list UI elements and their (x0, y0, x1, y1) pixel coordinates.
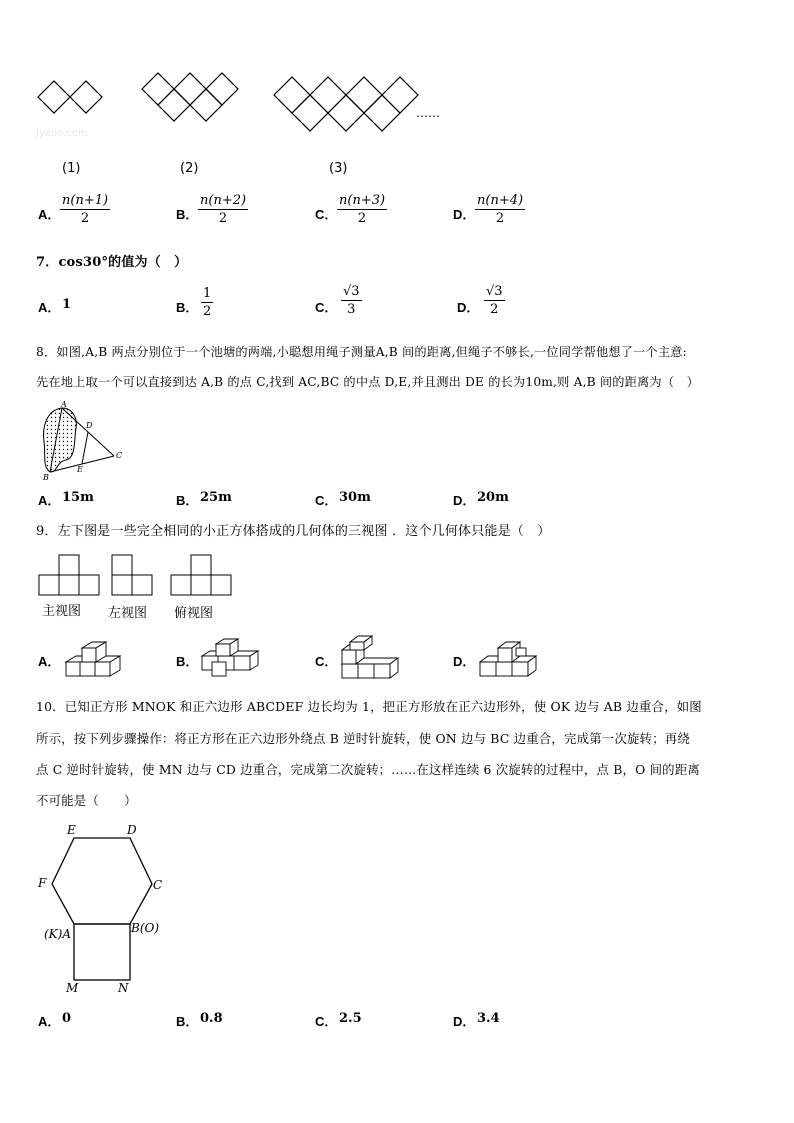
q9-option-c-solid[interactable] (338, 634, 402, 680)
q10-option-b-letter[interactable]: B． (176, 1014, 199, 1029)
figure-label-3: (3) (329, 161, 348, 176)
q7-option-a-letter[interactable]: A． (38, 300, 61, 315)
numerator: √3 (486, 284, 503, 299)
numerator: 1 (203, 286, 212, 301)
q8-option-c-value[interactable]: 30m (339, 490, 371, 505)
point-label-a: A (61, 400, 67, 409)
q7-stem: 7．cos30°的值为（ ） (36, 255, 188, 270)
q8-option-b-letter[interactable]: B． (176, 493, 199, 508)
q9-option-c-letter[interactable]: C． (315, 654, 338, 669)
diamond (70, 81, 102, 113)
q7-option-d-letter[interactable]: D． (457, 300, 480, 315)
diamond (142, 73, 174, 105)
q10-option-a-letter[interactable]: A． (38, 1014, 61, 1029)
diamond (364, 95, 400, 131)
numerator: n(n+2) (200, 193, 247, 208)
point-label-d: D (86, 421, 93, 430)
diamond (206, 73, 238, 105)
q10-option-c-value[interactable]: 2.5 (339, 1011, 362, 1026)
q9-option-a-letter[interactable]: A． (38, 654, 61, 669)
q8-option-d-value[interactable]: 20m (477, 490, 509, 505)
point-label-d: D (127, 823, 137, 837)
q9-left-view (111, 554, 153, 596)
denominator: 2 (490, 302, 499, 317)
q8-option-d-letter[interactable]: D． (453, 493, 476, 508)
q6-option-b-letter[interactable]: B． (176, 207, 199, 222)
q10-stem-line2: 所示，按下列步骤操作：将正方形在正六边形外绕点 B 逆时针旋转，使 ON 边与 BC 边重合，完成第一次旋转；再绕 (36, 731, 690, 746)
diamond (346, 77, 382, 113)
q6-option-d-letter[interactable]: D． (453, 207, 476, 222)
q8-option-c-letter[interactable]: C． (315, 493, 338, 508)
figure-label-1: (1) (62, 161, 81, 176)
diamond (292, 95, 328, 131)
diamond (174, 73, 206, 105)
view-label-front: 主视图 (42, 604, 82, 619)
hexagon (52, 838, 152, 924)
q6-option-a-fraction[interactable] (60, 193, 110, 226)
q10-option-a-value[interactable]: 0 (62, 1011, 72, 1026)
numerator: √3 (343, 284, 360, 299)
q7-option-b-fraction[interactable] (201, 286, 213, 319)
q10-stem-line4: 不可能是（ ） (36, 793, 137, 808)
q10-stem-line3: 点 C 逆时针旋转，使 MN 边与 CD 边重合，完成第二次旋转；……在这样连续 6 次旋转的过程中，点 B，O 间的距离 (36, 762, 700, 777)
q10-option-d-letter[interactable]: D． (453, 1014, 476, 1029)
q9-option-d-letter[interactable]: D． (453, 654, 476, 669)
diamond (382, 77, 418, 113)
view-label-top: 俯视图 (174, 606, 214, 621)
q10-option-b-value[interactable]: 0.8 (200, 1011, 223, 1026)
view-label-left: 左视图 (108, 606, 148, 621)
q6-figure-diamonds (30, 72, 450, 134)
q7-option-c-letter[interactable]: C． (315, 300, 338, 315)
diamond (158, 89, 190, 121)
q10-stem-line1: 10．已知正方形 MNOK 和正六边形 ABCDEF 边长均为 1，把正方形放在正六边形外，使 OK 边与 AB 边重合，如图 (36, 699, 702, 714)
q8-option-a-value[interactable]: 15m (62, 490, 94, 505)
q8-stem-line1: 8．如图,A,B 两点分别位于一个池塘的两端,小聪想用绳子测量A,B 间的距离,但绳子不够长,一位同学帮他想了一个主意: (36, 345, 687, 359)
denominator: 2 (80, 211, 90, 226)
point-label-c: C (116, 451, 123, 460)
point-label-e: E (67, 823, 76, 837)
figure-label-2: (2) (180, 161, 199, 176)
q7-option-a-value[interactable]: 1 (62, 297, 72, 312)
denominator: 3 (347, 302, 356, 317)
diamond (38, 81, 70, 113)
square (74, 924, 130, 980)
denominator: 2 (218, 211, 228, 226)
q8-option-a-letter[interactable]: A． (38, 493, 61, 508)
q8-option-b-value[interactable]: 25m (200, 490, 232, 505)
q9-option-b-solid[interactable] (200, 634, 262, 678)
q8-stem-line2: 先在地上取一个可以直接到达 A,B 的点 C,找到 AC,BC 的中点 D,E,并且测出 DE 的长为10m,则 A,B 间的距离为（ ） (36, 375, 699, 389)
diamond (310, 77, 346, 113)
point-label-b: B (43, 473, 49, 482)
q8-pond-figure (34, 400, 130, 482)
numerator: n(n+4) (477, 193, 524, 208)
q6-ellipsis: …… (416, 106, 440, 120)
q9-option-a-solid[interactable] (62, 634, 124, 678)
q9-front-view (38, 554, 100, 596)
denominator: 2 (357, 211, 367, 226)
q10-option-c-letter[interactable]: C． (315, 1014, 338, 1029)
point-label-n: N (118, 981, 129, 995)
denominator: 2 (203, 304, 212, 319)
q7-option-c-fraction[interactable] (341, 284, 362, 317)
point-label-m: M (66, 981, 79, 995)
denominator: 2 (495, 211, 505, 226)
q9-stem: 9．左下图是一些完全相同的小正方体搭成的几何体的三视图 ．这个几何体只能是（ ） (36, 524, 551, 539)
point-label-bo: B(O) (131, 921, 160, 935)
point-label-ka: (K)A (44, 927, 71, 941)
q6-option-a-letter[interactable]: A． (38, 207, 61, 222)
q7-option-b-letter[interactable]: B． (176, 300, 199, 315)
point-label-e: E (77, 465, 83, 474)
q7-option-d-fraction[interactable] (484, 284, 505, 317)
point-label-c: C (153, 878, 163, 892)
point-label-f: F (38, 876, 47, 890)
q10-hexagon-square-figure (34, 820, 174, 998)
q9-option-b-letter[interactable]: B． (176, 654, 199, 669)
numerator: n(n+3) (339, 193, 386, 208)
numerator: n(n+1) (62, 193, 109, 208)
watermark: Jyeoo.com (36, 128, 88, 139)
q9-top-view (170, 554, 232, 596)
q9-option-d-solid[interactable] (476, 634, 540, 680)
diamond (328, 95, 364, 131)
diamond (274, 77, 310, 113)
q6-option-d-fraction[interactable] (475, 193, 525, 226)
q10-option-d-value[interactable]: 3.4 (477, 1011, 500, 1026)
diamond (190, 89, 222, 121)
q6-option-b-fraction[interactable] (198, 193, 248, 226)
q6-option-c-fraction[interactable] (337, 193, 387, 226)
q6-option-c-letter[interactable]: C． (315, 207, 338, 222)
